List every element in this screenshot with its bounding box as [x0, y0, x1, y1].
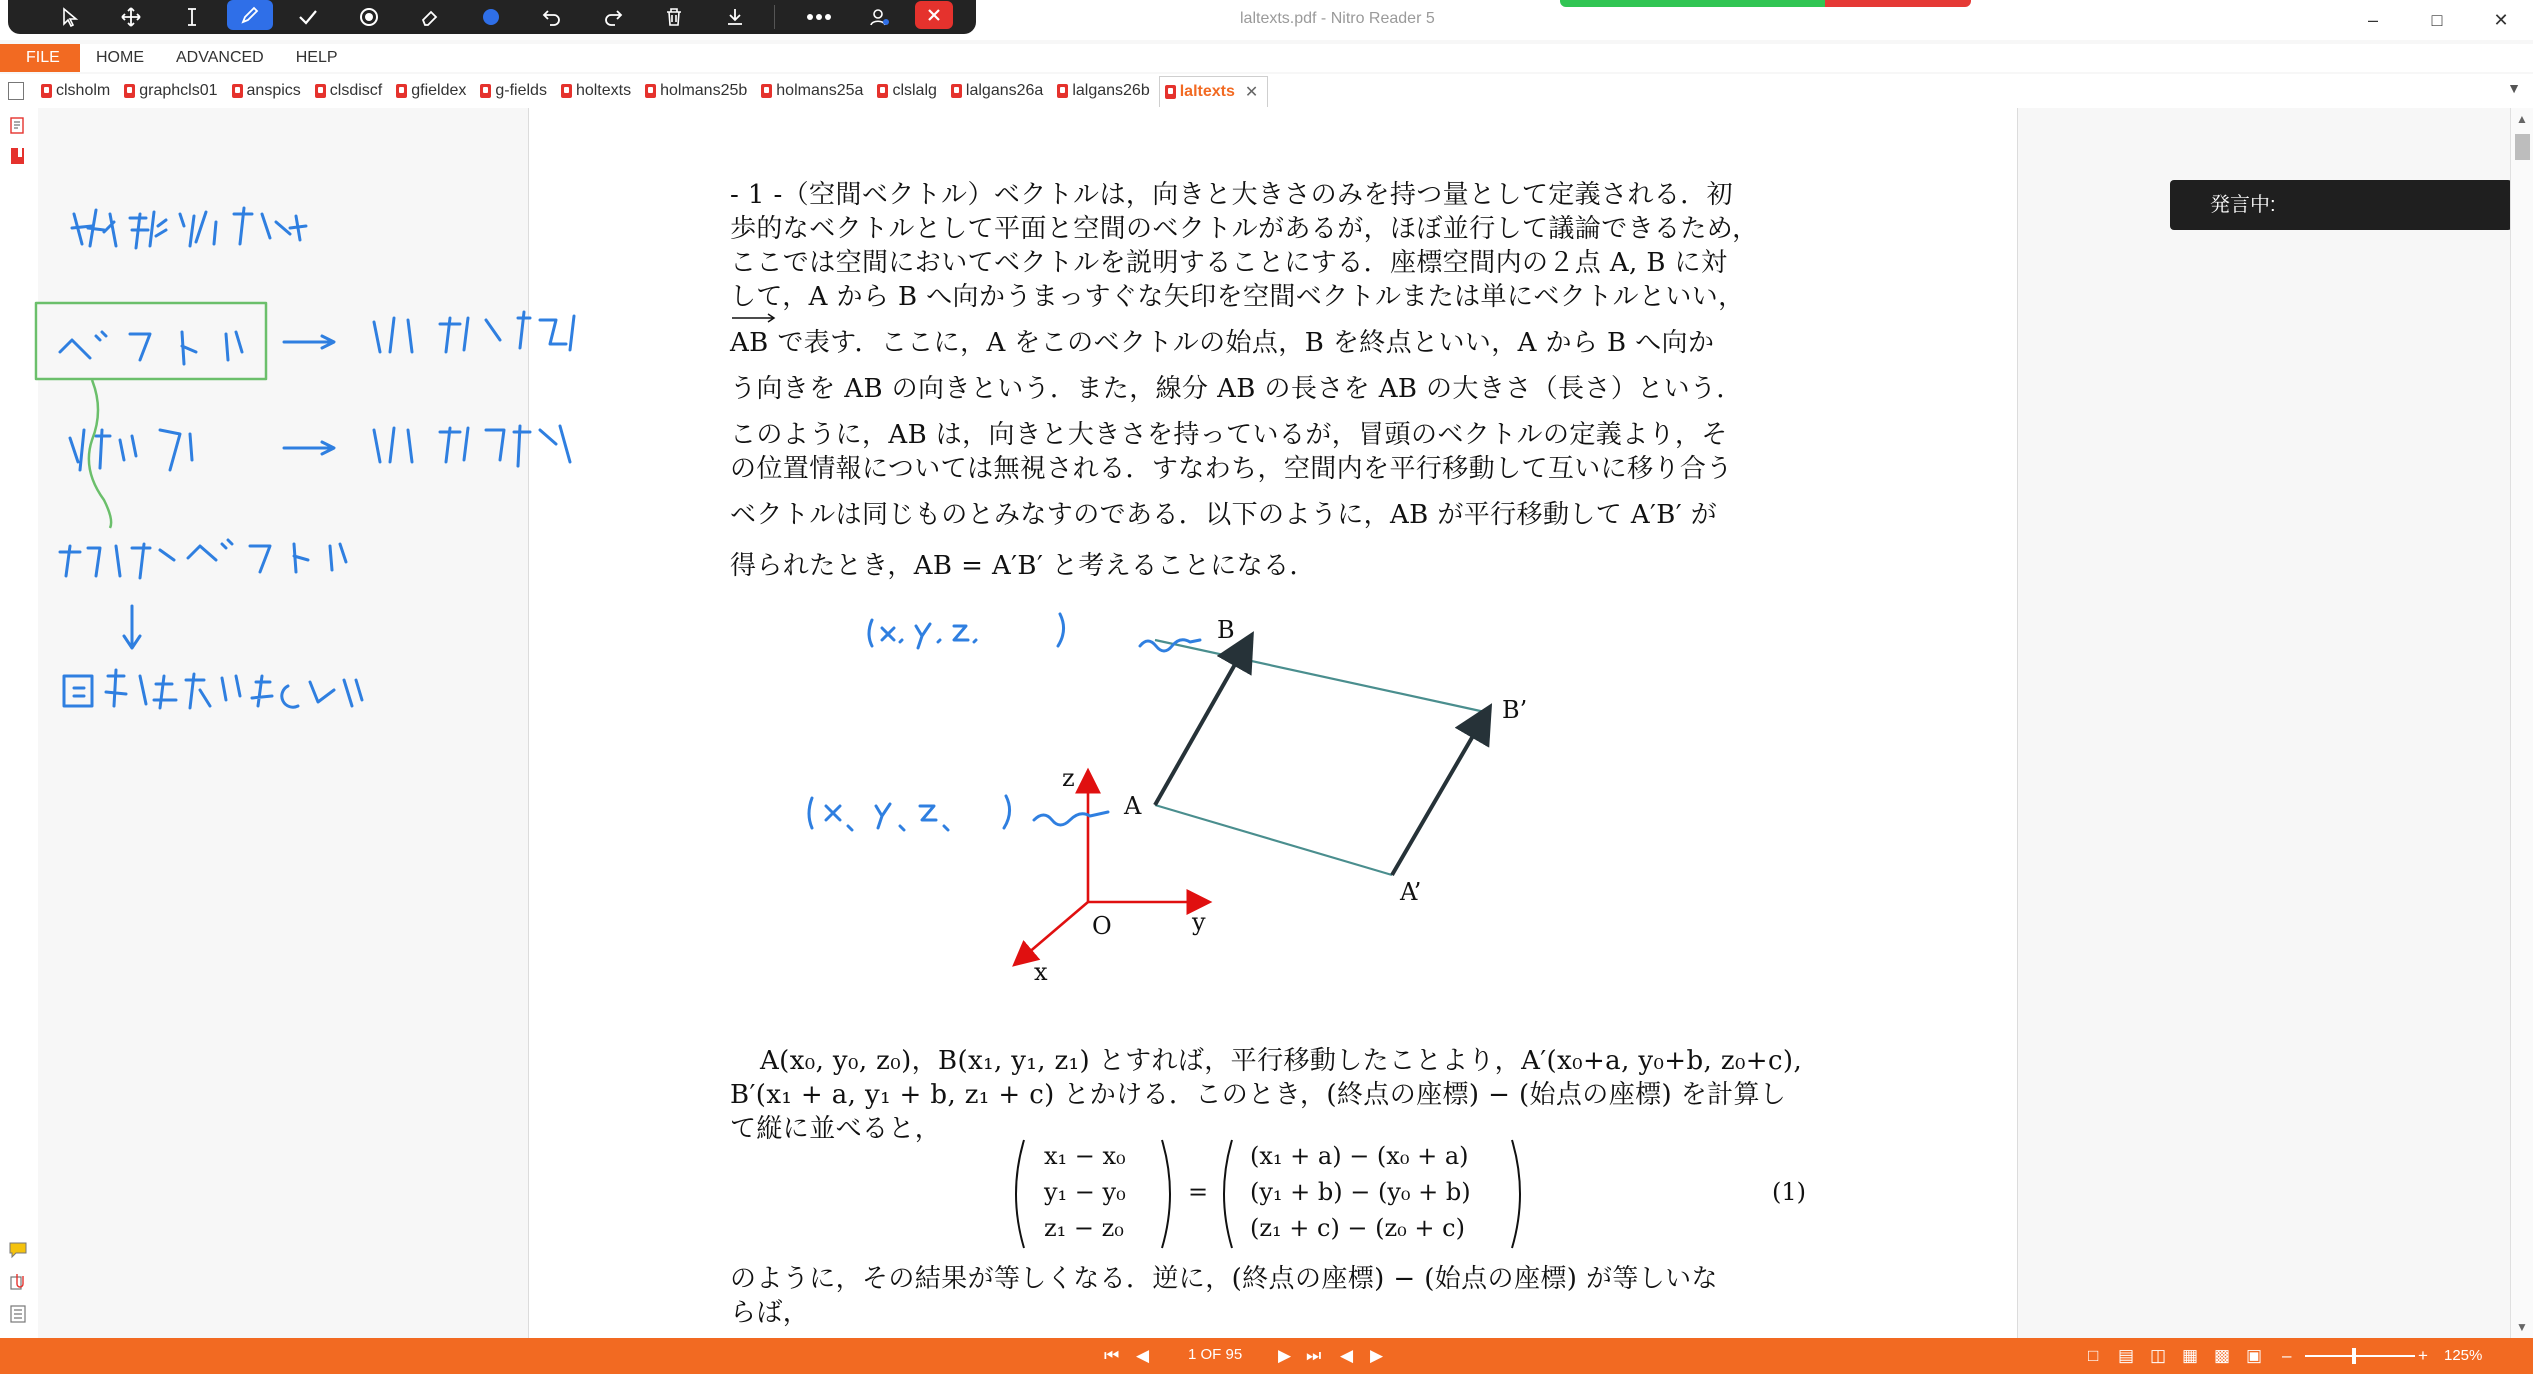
doc-line: らば， [730, 1298, 810, 1328]
tab-label: graphcls01 [139, 82, 218, 99]
facing-icon[interactable]: ◫ [2150, 1346, 2167, 1365]
ink-senkei-shazo [374, 426, 570, 466]
equals-sign: = [1188, 1178, 1209, 1206]
doc-line: A(x₀, y₀, z₀)，B(x₁, y₁, z₁) とすれば，平行移動したことより，A′(x₀+a, y₀+b, z₀+c), [760, 1046, 1803, 1076]
tab-label: gfieldex [411, 82, 467, 99]
scroll-down-icon[interactable]: ▼ [2516, 1320, 2528, 1334]
ink-senkei-kukan [374, 312, 574, 352]
doc-line: - 1 -（空間ベクトル）ベクトルは，向きと大きさのみを持つ量として定義される．初 [730, 180, 1734, 210]
facing-continuous-icon[interactable]: ▦ [2182, 1346, 2199, 1365]
zoom-slider-thumb[interactable] [2352, 1348, 2356, 1364]
menu-advanced[interactable]: ADVANCED [176, 49, 264, 66]
zoom-in-icon[interactable]: + [2418, 1346, 2428, 1365]
forward-icon[interactable]: ▶ [1370, 1346, 1384, 1365]
equation-number: (1) [1772, 1178, 1806, 1206]
matrix-right-row: (y₁ + b) − (y₀ + b) [1250, 1178, 1471, 1206]
ink-coord-b [869, 614, 1064, 648]
zoom-out-icon[interactable]: – [2282, 1346, 2292, 1365]
ink-down-arrow [124, 606, 140, 648]
matrix-left-row: z₁ − z₀ [1044, 1214, 1124, 1242]
tab-label: anspics [246, 82, 301, 99]
tab-label: lalgans26a [965, 82, 1044, 99]
label-x: x [1034, 958, 1048, 986]
menu-help[interactable]: HELP [295, 49, 338, 66]
tab-label: holtexts [575, 82, 632, 99]
matrix-right-row: (z₁ + c) − (z₀ + c) [1250, 1214, 1465, 1242]
ink-kukan [60, 544, 174, 578]
next-page-icon[interactable]: ▶ [1278, 1346, 1292, 1365]
tab-label: clsholm [56, 82, 111, 99]
zoom-level[interactable]: 125% [2444, 1347, 2483, 1364]
tab-label: holmans25a [776, 82, 864, 99]
close-window-button[interactable]: ✕ [2493, 9, 2509, 30]
tab-label: lalgans26b [1072, 82, 1150, 99]
tab-label: laltexts [1179, 82, 1235, 100]
doc-line: ベクトルは同じものとみなすのである．以下のように，AB が平行移動して A′B′ が [730, 500, 1718, 530]
maximize-button[interactable]: □ [2431, 9, 2443, 30]
fit-page-icon[interactable]: ▣ [2246, 1346, 2263, 1365]
ink-coord-a [809, 796, 1010, 830]
ink-arrow-2 [284, 442, 334, 454]
label-B: B [1217, 616, 1235, 644]
page-indicator[interactable]: 1 OF 95 [1188, 1346, 1243, 1363]
speech-indicator: 発言中: [2170, 180, 2512, 230]
matrix-left-row: y₁ − y₀ [1044, 1178, 1126, 1206]
label-A-prime: A’ [1400, 878, 1422, 906]
doc-line: ここでは空間においてベクトルを説明することにする．座標空間内の２点 A, B に対 [730, 248, 1728, 278]
ink-kutoru [130, 332, 242, 364]
doc-line: 得られたとき，AB = A′B′ と考えることになる． [730, 551, 1316, 581]
label-y: y [1192, 908, 1206, 936]
minimize-button[interactable]: – [2367, 9, 2378, 30]
tab-overflow-icon[interactable]: ▼ [2507, 80, 2521, 96]
ink-tilde-a [1034, 812, 1108, 825]
ink-arrow-1 [284, 336, 334, 348]
doc-line: て縦に並べると， [730, 1114, 942, 1144]
last-page-icon[interactable]: ⏭ [1306, 1346, 1322, 1365]
fit-width-icon[interactable]: ▩ [2214, 1346, 2231, 1365]
menu-home[interactable]: HOME [96, 49, 144, 66]
doc-line: このように，AB は，向きと大きさを持っているが，冒頭のベクトルの定義より，そ [730, 420, 1728, 450]
status-bar [0, 1338, 2533, 1374]
label-A: A [1124, 792, 1142, 820]
doc-line: AB で表す．ここに，A をこのベクトルの始点，B を終点といい，A から B へ向か [730, 328, 1715, 358]
menu-file[interactable]: FILE [0, 44, 80, 72]
label-O: O [1092, 912, 1112, 940]
tab-label: clslalg [892, 82, 937, 99]
doc-line: B′(x₁ + a, y₁ + b, z₁ + c) とかける．このとき，(終点の座標) − (始点の座標) を計算し [730, 1080, 1787, 1110]
continuous-icon[interactable]: ▤ [2118, 1346, 2135, 1365]
tab-label: clsdiscf [329, 82, 383, 99]
window-title: laltexts.pdf - Nitro Reader 5 [1240, 10, 1435, 27]
ink-be [60, 332, 106, 358]
doc-line: して，A から B へ向かうまっすぐな矢印を空間ベクトルまたは単にベクトルといい， [730, 282, 1745, 312]
ink-tilde-b [1140, 640, 1200, 651]
back-icon[interactable]: ◀ [1340, 1346, 1354, 1365]
doc-line: の位置情報については無視される．すなわち，空間内を平行移動して互いに移り合う [730, 454, 1733, 484]
ink-senkei-daisu [72, 208, 306, 248]
doc-line: う向きを AB の向きという．また，線分 AB の長さを AB の大きさ（長さ）という． [730, 374, 1743, 404]
label-z: z [1062, 764, 1075, 792]
ink-muki-to-ookisa [64, 670, 362, 708]
tab-close-icon[interactable]: ✕ [1244, 83, 1259, 101]
label-B-prime: B’ [1502, 696, 1528, 724]
single-page-icon[interactable]: □ [2088, 1346, 2099, 1365]
first-page-icon[interactable]: ⏮ [1104, 1346, 1120, 1365]
prev-page-icon[interactable]: ◀ [1136, 1346, 1150, 1365]
matrix-left-row: x₁ − x₀ [1044, 1142, 1126, 1170]
scroll-up-icon[interactable]: ▲ [2516, 112, 2528, 126]
tab-label: holmans25b [660, 82, 748, 99]
matrix-right-row: (x₁ + a) − (x₀ + a) [1250, 1142, 1469, 1170]
doc-line: 歩的なベクトルとして平面と空間のベクトルがあるが，ほぼ並行して議論できるため， [730, 214, 1759, 244]
zoom-slider[interactable] [2305, 1355, 2415, 1357]
tab-label: g-fields [495, 82, 547, 99]
doc-line: のように，その結果が等しくなる．逆に，(終点の座標) − (始点の座標) が等しいな [730, 1264, 1718, 1294]
ink-space-vector [188, 540, 346, 572]
